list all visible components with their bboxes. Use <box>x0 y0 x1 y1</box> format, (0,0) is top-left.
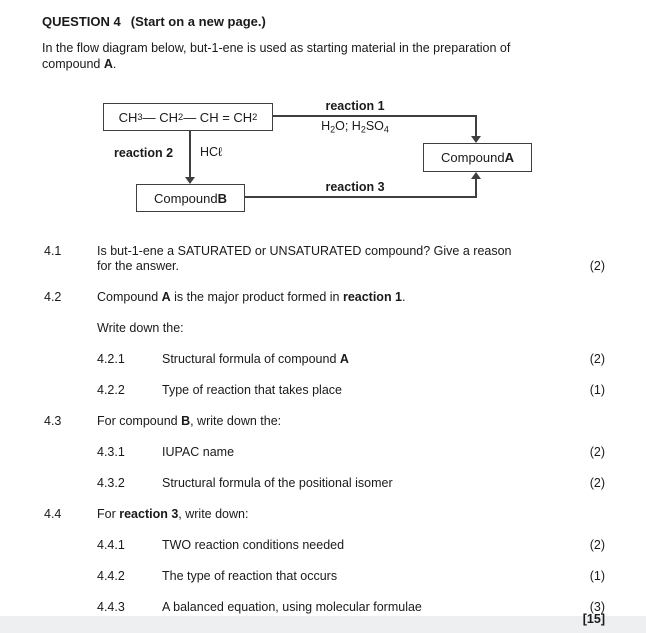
marks-badge: (2) <box>589 352 605 366</box>
question-row <box>44 538 605 553</box>
question-row <box>44 476 605 491</box>
question-text <box>162 476 561 491</box>
question-text-line: A balanced equation, using molecular formulae <box>162 600 422 614</box>
question-number: 4.4.1 <box>97 538 125 552</box>
reaction-2-label: reaction 2 <box>114 146 174 160</box>
reaction-3-arrow-horizontal <box>245 196 477 198</box>
question-number: 4.1 <box>44 244 62 258</box>
question-text-line: For compound B, write down the: <box>97 414 282 428</box>
reaction-3-label: reaction 3 <box>325 180 385 194</box>
question-number: 4.4.3 <box>97 600 125 614</box>
marks-badge: (2) <box>589 445 605 459</box>
question-number: 4.3.2 <box>97 476 125 490</box>
question-text <box>97 414 561 429</box>
question-row <box>44 600 605 615</box>
reaction-1-label: reaction 1 <box>325 99 385 113</box>
question-text-line: for the answer. <box>97 259 179 273</box>
question-title: QUESTION 4 <box>42 14 121 29</box>
question-row <box>44 321 605 336</box>
question-number: 4.2 <box>44 290 62 304</box>
question-text-line: Compound A is the major product formed in reaction 1. <box>97 290 406 304</box>
question-text-line: The type of reaction that occurs <box>162 569 338 583</box>
arrowhead-down-into-compound-b <box>185 177 195 184</box>
question-text-line: Type of reaction that takes place <box>162 383 342 397</box>
question-number: 4.4 <box>44 507 62 521</box>
question-text-line: IUPAC name <box>162 445 235 459</box>
question-text <box>162 352 561 367</box>
question-text <box>97 507 561 522</box>
question-number: 4.3 <box>44 414 62 428</box>
marks-badge: (2) <box>589 538 605 552</box>
question-note: (Start on a new page.) <box>130 14 266 29</box>
question-text-line: Structural formula of the positional isomer <box>162 476 393 490</box>
total-marks-badge: [15] <box>582 612 605 626</box>
intro-line-1: In the flow diagram below, but-1-ene is used as starting material in the preparation of <box>42 41 511 55</box>
question-row <box>44 352 605 367</box>
question-row <box>44 569 605 584</box>
compound-a-box: Compound A <box>423 143 532 172</box>
question-text-line: TWO reaction conditions needed <box>162 538 345 552</box>
marks-badge: (2) <box>589 259 605 273</box>
question-text-line: Is but-1-ene a SATURATED or UNSATURATED compound? Give a reason <box>97 244 512 258</box>
flow-diagram <box>0 0 646 232</box>
compound-b-box: Compound B <box>136 184 245 212</box>
question-text <box>162 569 561 584</box>
question-text <box>97 244 561 274</box>
question-row <box>44 414 605 429</box>
question-number: 4.2.1 <box>97 352 125 366</box>
reaction-2-arrow-vertical <box>189 131 191 177</box>
question-row <box>44 445 605 460</box>
reaction-1-reagents: $H_2O$; $H_2SO_4$ <box>321 119 389 135</box>
question-number: 4.3.1 <box>97 445 125 459</box>
arrowhead-up-into-compound-a <box>471 172 481 179</box>
question-text-line: Write down the: <box>97 321 184 335</box>
question-text-line: Structural formula of compound A <box>162 352 349 366</box>
butene-formula-box: CH 3 — CH 2 — CH = CH 2 <box>103 103 273 131</box>
hcl-reagent-label: HCℓ <box>200 145 223 159</box>
reaction-3-arrow-vertical <box>475 179 477 198</box>
question-text-line: For reaction 3, write down: <box>97 507 249 521</box>
question-row <box>44 244 605 274</box>
marks-badge: (1) <box>589 569 605 583</box>
reaction-1-arrow-horizontal <box>273 115 477 117</box>
question-list <box>44 244 605 633</box>
marks-badge: (1) <box>589 383 605 397</box>
question-number: 4.4.2 <box>97 569 125 583</box>
question-number: 4.2.2 <box>97 383 125 397</box>
question-row <box>44 507 605 522</box>
reaction-1-arrow-vertical <box>475 115 477 138</box>
question-text <box>97 321 561 336</box>
question-row <box>44 383 605 398</box>
marks-badge: (3) <box>589 600 605 614</box>
marks-badge: (2) <box>589 476 605 490</box>
question-text <box>162 383 561 398</box>
question-text <box>97 290 561 305</box>
question-text <box>162 600 561 615</box>
question-text <box>162 538 561 553</box>
question-text <box>162 445 561 460</box>
question-row <box>44 290 605 305</box>
intro-line-2: compound A. <box>42 57 117 71</box>
arrowhead-down-into-compound-a <box>471 136 481 143</box>
